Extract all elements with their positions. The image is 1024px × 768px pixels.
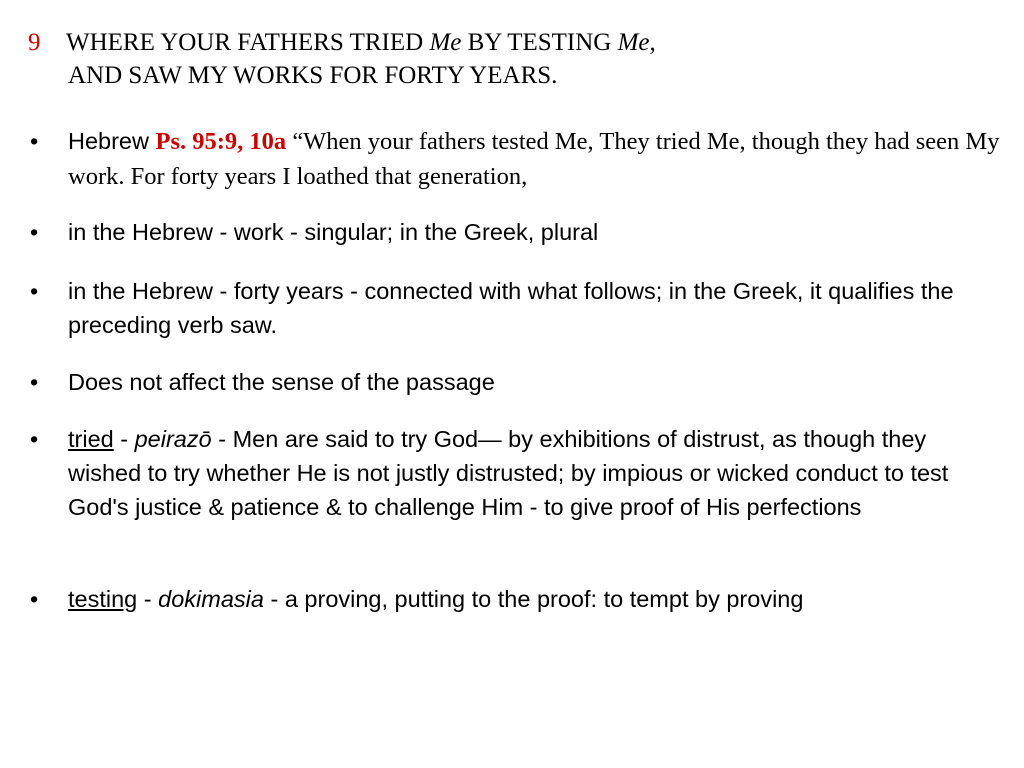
bullet-sense [30,365,1005,399]
term-definition: - a proving, putting to the proof: to tempt by proving [263,586,804,612]
bullet-list [30,124,1005,616]
term-separator: - [137,586,159,612]
bullet-forty-years [30,274,1005,342]
greek-word-dokimasia: dokimasia [158,586,264,612]
term-testing: testing [68,586,138,612]
bullet-icon: • [30,278,39,304]
hebrew-label: Hebrew [68,128,156,154]
bullet-icon: • [30,219,39,245]
bullet-hebrew-quote [30,124,1005,192]
verse-heading-line2: AND SAW MY WORKS FOR FORTY YEARS. [68,62,558,89]
heading-me-2: Me [617,29,650,56]
bullet-icon: • [30,369,39,395]
bullet-icon: • [30,128,39,154]
bullet-testing [30,582,1005,616]
bullet-icon: • [30,586,39,612]
bullet-text: in the Hebrew - work - singular; in the Greek, plural [68,219,599,245]
heading-me-1: Me [429,29,462,56]
bullet-icon: • [30,426,39,452]
scripture-reference: Ps. 95:9, 10a [155,128,287,155]
heading-text-a: WHERE YOUR FATHERS TRIED [66,29,430,56]
bullet-work [30,215,1005,249]
greek-word-peirazo: peirazō [134,426,212,452]
scripture-quote: “When your fathers tested Me, They tried Me, though they had seen My work. For forty years I loathed that generation, [68,128,1000,190]
verse-number: 9 [28,29,41,56]
verse-heading [28,26,988,92]
heading-text-b: BY TESTING [461,29,618,56]
term-definition: - Men are said to try God— by exhibitions of distrust, as though they wished to try whether He is not justly distrusted; by impious or wicked conduct to test God's justice & patience & to challenge Him - to give proof of His perfections [68,426,949,520]
bullet-text: in the Hebrew - forty years - connected with what follows; in the Greek, it qualifies the preceding verb saw. [68,278,954,338]
bullet-text: Does not affect the sense of the passage [68,369,495,395]
verse-heading-line1 [28,26,988,59]
heading-text-c: , [649,29,656,56]
term-tried: tried [68,426,114,452]
term-separator: - [113,426,135,452]
bullet-tried [30,422,1005,558]
